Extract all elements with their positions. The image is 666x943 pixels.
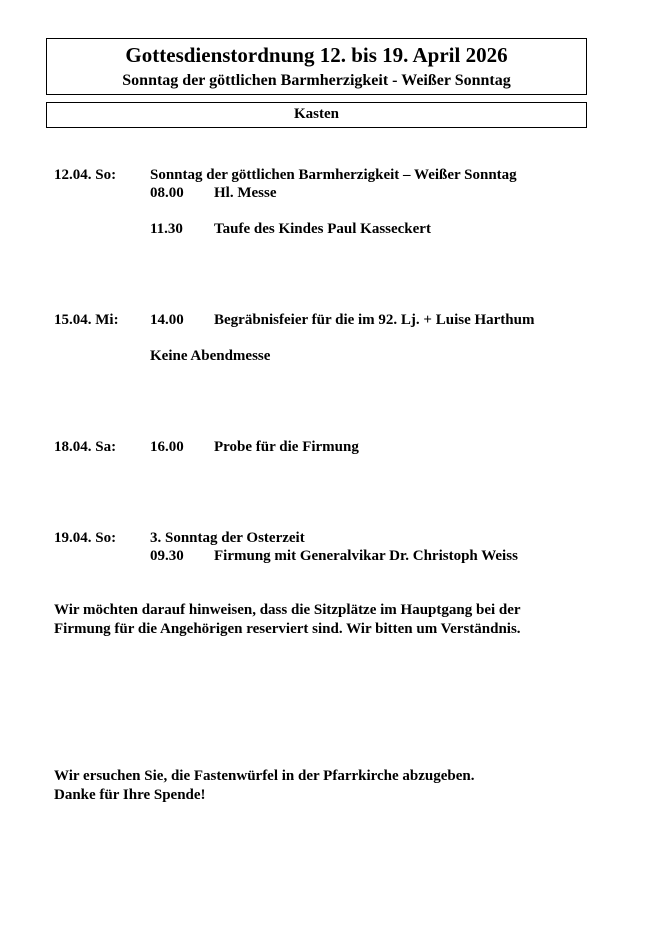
service-description: Begräbnisfeier für die im 92. Lj. + Luise Harthum — [214, 312, 535, 328]
day-note: Keine Abendmesse — [150, 348, 271, 364]
notice-line: Firmung für die Angehörigen reserviert sind. Wir bitten um Verständnis. — [54, 621, 521, 637]
day-heading-1: Sonntag der göttlichen Barmherzigkeit – Weißer Sonntag — [150, 167, 517, 183]
service-description: Probe für die Firmung — [214, 439, 359, 455]
time-label: 11.30 — [150, 221, 183, 237]
time-label: 14.00 — [150, 312, 184, 328]
title-box — [46, 38, 587, 95]
service-description: Firmung mit Generalvikar Dr. Christoph Weiss — [214, 548, 518, 564]
location-label: Kasten — [46, 102, 587, 128]
notice-seating — [54, 601, 574, 639]
date-label-1: 12.04. So: — [54, 167, 117, 183]
service-description: Taufe des Kindes Paul Kasseckert — [214, 221, 431, 237]
notice-line: Wir möchten darauf hinweisen, dass die Sitzplätze im Hauptgang bei der — [54, 602, 521, 618]
date-label-3: 18.04. Sa: — [54, 439, 117, 455]
notice-fasting-cubes — [54, 767, 574, 805]
notice-line: Wir ersuchen Sie, die Fastenwürfel in der Pfarrkirche abzugeben. — [54, 768, 475, 784]
service-description: Hl. Messe — [214, 185, 277, 201]
page-subtitle: Sonntag der göttlichen Barmherzigkeit - Weißer Sonntag — [122, 72, 511, 89]
notice-line: Danke für Ihre Spende! — [54, 787, 206, 803]
date-label-2: 15.04. Mi: — [54, 312, 119, 328]
time-label: 08.00 — [150, 185, 184, 201]
date-label-4: 19.04. So: — [54, 530, 117, 546]
time-label: 16.00 — [150, 439, 184, 455]
day-heading-4: 3. Sonntag der Osterzeit — [150, 530, 305, 546]
page-title: Gottesdienstordnung 12. bis 19. April 2026 — [125, 43, 508, 67]
time-label: 09.30 — [150, 548, 184, 564]
